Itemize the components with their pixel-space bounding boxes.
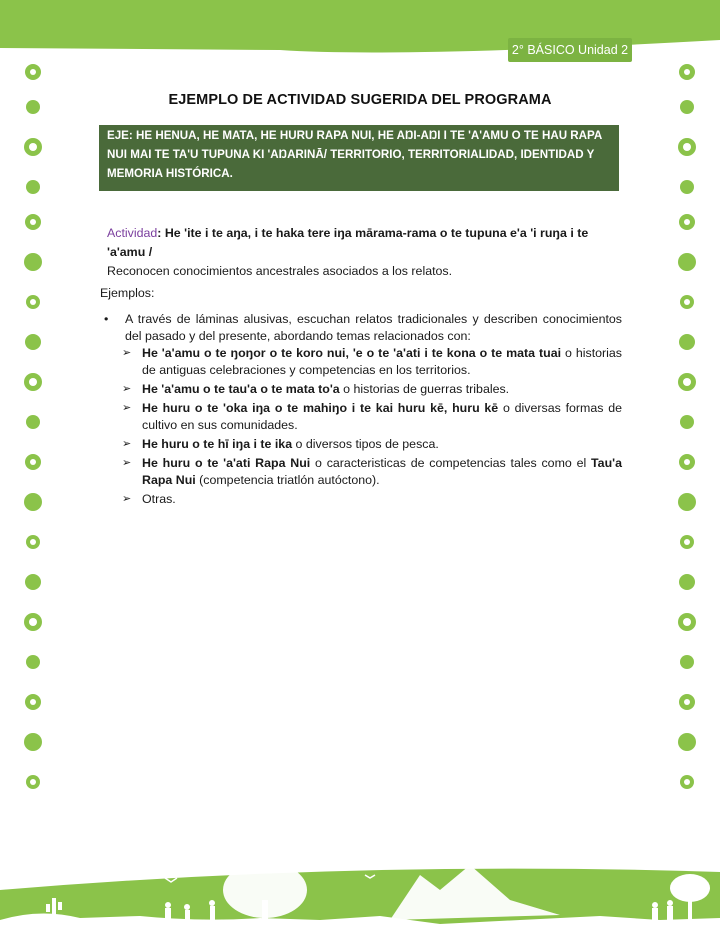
- arrow-bullet-icon: ➢: [122, 493, 132, 505]
- item-text: o diversas formas de cultivo en sus comunidades.: [142, 401, 622, 432]
- item-text: (competencia triatlón autóctono).: [195, 473, 380, 487]
- arrow-bullet-icon: ➢: [122, 438, 132, 450]
- arrow-bullet-icon: ➢: [122, 457, 132, 469]
- item-bold-text: He huru o te hī iŋa i te ika: [142, 437, 293, 451]
- grade-unit-badge: 2° BÁSICO Unidad 2: [508, 38, 632, 62]
- item-text: o historias de guerras tribales.: [339, 382, 510, 396]
- activity-name-spanish: Reconocen conocimientos ancestrales asociados a los relatos.: [107, 264, 453, 278]
- left-pattern-border-icon: [22, 52, 44, 812]
- sub-list: [100, 345, 622, 508]
- sub-list-item: [100, 345, 622, 379]
- arrow-bullet-icon: ➢: [122, 402, 132, 414]
- arrow-bullet-icon: ➢: [122, 383, 132, 395]
- page-title: EJEMPLO DE ACTIVIDAD SUGERIDA DEL PROGRAMA: [168, 92, 552, 108]
- bottom-landscape-illustration: [0, 820, 720, 932]
- examples-label: Ejemplos:: [100, 286, 155, 300]
- item-text: o historias de antiguas celebraciones y competencias en los territorios.: [142, 346, 622, 377]
- sub-list-item: [100, 400, 622, 434]
- item-text: o caracteristicas de competencias tales como el: [310, 456, 592, 470]
- sub-list-item: [100, 491, 622, 508]
- activity-block: [107, 224, 627, 281]
- right-pattern-border-icon: [676, 52, 698, 812]
- item-bold-text: He 'a'amu o te tau'a o te mata to'a: [142, 382, 340, 396]
- item-text: Otras.: [142, 492, 176, 506]
- activity-separator: :: [157, 226, 165, 240]
- arrow-bullet-icon: ➢: [122, 347, 132, 359]
- activity-name-rapanui: He 'ite i te aŋa, i te haka tere iŋa mārama-rama o te tupuna e'a 'i ruŋa i te 'a'amu /: [107, 226, 589, 259]
- bullet-icon: •: [104, 312, 109, 326]
- item-bold-text: He huru o te 'oka iŋa o te mahiŋo i te kai huru kē, huru kē: [142, 401, 499, 415]
- sub-list-item: [100, 436, 622, 453]
- sub-list-item: [100, 455, 622, 489]
- item-bold-text: He huru o te 'a'ati Rapa Nui: [142, 456, 311, 470]
- sub-list-item: [100, 381, 622, 398]
- list-item: [100, 311, 622, 345]
- activity-label: Actividad: [107, 226, 158, 240]
- item-text: o diversos tipos de pesca.: [292, 437, 439, 451]
- eje-box: EJE: HE HENUA, HE MATA, HE HURU RAPA NUI, HE AŊI-AŊI I TE 'A'AMU O TE HAU RAPA NUI MAI TE TA'U TUPUNA KI 'AŊARINĀ/ TERRITORIO, TERRITORIALIDAD, IDENTIDAD Y MEMORIA HISTÓRICA.: [99, 125, 619, 191]
- examples-list: [100, 311, 622, 510]
- item-bold-text: He 'a'amu o te ŋoŋor o te koro nui, 'e o te 'a'ati i te kona o te mata tuai: [142, 346, 562, 360]
- item-bold-text: Tau'a Rapa Nui: [142, 456, 622, 487]
- bullet-text: A través de láminas alusivas, escuchan relatos tradicionales y describen conocimientos del pasado y del presente, abordando temas relacionados con:: [125, 312, 622, 343]
